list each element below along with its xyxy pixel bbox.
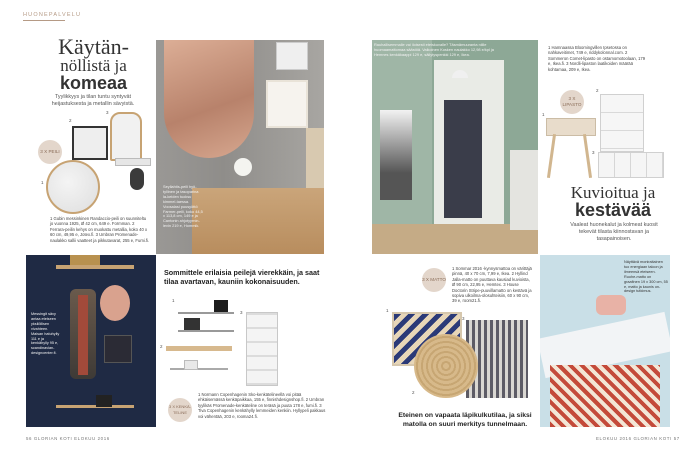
coats bbox=[380, 110, 412, 200]
headline bbox=[36, 36, 151, 93]
hat bbox=[130, 168, 144, 190]
hallway-caption: Rauhallisemmalle vai iloisesti eteiskuvalle? Täsmämuuranta niille huomaamattomaa säästöä. Valkoinen Kosken naulakko 12,98 e/kpl ja Hemnes kenkäkaappi 129 e, säilytyspenkki 129 e, Ikea. bbox=[374, 42, 494, 57]
section-label: HUONEPALVELU bbox=[23, 12, 82, 18]
intro-text: Tyylikkyys ja tilan tuntu syntyvät heijastuksesta ja metallin sävyistä. bbox=[51, 94, 135, 107]
round-mirror bbox=[46, 160, 100, 214]
rack-bottom bbox=[178, 330, 234, 332]
badge-peili: 3 X PEILI bbox=[38, 140, 62, 164]
headline-line-2: nöllistä ja bbox=[60, 56, 127, 75]
number-matto-1: 1 bbox=[386, 308, 389, 313]
wood-panel bbox=[306, 128, 324, 188]
rack-top bbox=[178, 312, 234, 314]
footer-right: ELOKUU 2016 GLORIAN KOTI 57 bbox=[596, 436, 680, 441]
number-kenka-1: 1 bbox=[172, 298, 175, 303]
coat-rack bbox=[115, 158, 151, 166]
number-1: 1 bbox=[41, 180, 44, 185]
bench-shelf bbox=[170, 368, 228, 370]
bag bbox=[104, 335, 132, 363]
sideboard bbox=[192, 188, 324, 254]
bench-top bbox=[166, 346, 232, 351]
number-kenka-2: 2 bbox=[160, 344, 163, 349]
right-headline-line-2: kestävää bbox=[574, 200, 652, 220]
number-2: 2 bbox=[69, 118, 72, 123]
number-matto-3: 3 bbox=[462, 316, 465, 321]
cabinet-right bbox=[510, 150, 538, 230]
badge-lipasto: 3 X LIPASTO bbox=[560, 90, 584, 114]
caption-lipastot: 1 Hamnaassa Bloomingvillen Ipsetossa on nahkaveitimet, 749 e, riddykolonnal.com. 2 Sommeron Comet-lipasto on ostamomotoolaan, 179 e, Ikea.fi. 3 Nordli-lipaston laatikoiden määrää kohtamaa, 209 e, Ikea. bbox=[548, 45, 646, 72]
dresser-leg-1 bbox=[547, 134, 556, 178]
shoes-bottom bbox=[184, 318, 200, 330]
frame-art bbox=[266, 80, 308, 128]
number-3: 3 bbox=[106, 110, 109, 115]
lamp bbox=[234, 158, 252, 176]
copper-mirror-shape bbox=[164, 40, 254, 158]
right-headline-line-1: Kuvioitua ja bbox=[570, 183, 656, 202]
number-lipasto-2: 2 bbox=[596, 88, 599, 93]
rug-red-pattern bbox=[550, 365, 660, 427]
photo-caption: Seyllahtis-peili hyö-tyllinen ja tasoparina la-keiden tuoksu kimmel-taessa. Voosalasi puusyöttö Farmer-peili, koko 44,5 x 113,8 cm, 149 e ja Cantonin ahjotyyrnin-levin 219 e, Hommik. bbox=[163, 184, 203, 229]
dresser-wood bbox=[546, 118, 594, 178]
caption-kenkatelineet: 1 Normann Copenhagenin Sko-kenkätelineellä voi pitää ehkäisemässä kenkäpaikkaa, 155 e, finnishdesignshop.fi. 2 Umbran tyylikäs Promenade-kenkäteline on teräsä ja puuta 178 e, fumi.fi. 3 Tiva Copenhagenin kenkähylly lemmeiden kenkiin. Hyllypeli pakkaus voi vähentää, 203 e, rooma24.fi. bbox=[198, 392, 326, 419]
dresser-white-tall bbox=[600, 94, 644, 152]
right-intro: Vaaleat huonekalut ja kolmeat kuosit tekevät tilasta kiinnostavan ja tasapainoisen. bbox=[570, 222, 658, 242]
badge-matto: 3 X MATTO bbox=[422, 268, 446, 292]
shoe-bench bbox=[166, 346, 232, 376]
shoes-pink bbox=[596, 295, 626, 315]
basket bbox=[70, 255, 100, 265]
bottom-headline: Eteinen on vapaata läpikulkutilaa, ja siksi matolla on suuri merkitys tunnelmaan. bbox=[398, 412, 532, 428]
hat-pink bbox=[100, 285, 130, 321]
dresser-leg-2 bbox=[583, 134, 592, 178]
headline-line-3: komeaa bbox=[59, 73, 128, 93]
dresser-white-low bbox=[598, 152, 664, 178]
shoes-black bbox=[214, 300, 228, 312]
rug-jute-round bbox=[414, 334, 478, 398]
boots bbox=[96, 395, 112, 407]
sub-headline: Sommittele erilaisia peilejä vierekkäin, ja saat tilaa avartavan, kauniin kokonaisuuden. bbox=[164, 268, 320, 286]
right-headline bbox=[554, 184, 672, 219]
headline-line-1: Käytän- bbox=[58, 34, 129, 59]
right-photo-caption: Näyttävä moniraitainen tuo energiaan taloon ja ilmeensä eteiseen. Ruohe-matto on graafinen 19 x 300 cm, 55 e, matto ja kaunis on-design tutkimus. bbox=[624, 260, 668, 294]
tall-mirror bbox=[110, 112, 142, 161]
number-matto-2: 2 bbox=[412, 390, 415, 395]
shoe-rack-1 bbox=[178, 300, 234, 336]
bench-shoes bbox=[184, 360, 198, 370]
footer-left: 56 GLORIAN KOTI ELOKUU 2016 bbox=[26, 436, 110, 441]
number-lipasto-1: 1 bbox=[542, 112, 545, 117]
number-kenka-3: 3 bbox=[240, 310, 243, 315]
number-lipasto-3: 3 bbox=[592, 150, 595, 155]
door-dark bbox=[444, 100, 482, 218]
shoe-tower bbox=[246, 312, 278, 386]
section-rule bbox=[23, 20, 65, 21]
shelf-bottom bbox=[56, 405, 134, 408]
badge-kenkateline: 3 X KENKÄ-TELINE bbox=[168, 398, 192, 422]
rect-mirror bbox=[72, 126, 108, 160]
caption-peilit: 1 Gubin messinkinen Randaccio-peili on suunniteltu jo vuonna 1925, Ø 42 cm, 649 e. Formman. 2 Ferrara-peilin kehys on muokattu metallia, koko 40 x 60 cm, 49,95 e, Jotex.fi. 3 Umbran Promenade-naulakko sallii vaatteet ja pikkutavarat, 255 e, Fumi.fi. bbox=[50, 216, 150, 243]
photo-hallway bbox=[372, 40, 538, 254]
scarf bbox=[78, 295, 88, 375]
dark-photo-caption: Messingit sävy antaa eteiseen yksilöllisen vivahteen. Maisan hatuhylly 111 e ja kenkähylly 95 e, scandinavian-designcenter.fi. bbox=[31, 312, 60, 356]
frame-small bbox=[276, 42, 308, 70]
shelf-top bbox=[56, 265, 134, 269]
caption-matot: 1 Sommar 2016 -kynnysmattoa on värittäjä pinnä, 40 x 70 cm, 7,99 e, Ikea. 2 Hyllind Jalla-matto on puuttava kausiad kuvioista, Ø 90 cm, 22,95 e, Hemtex. 3 House Doctorin Stripe-puuvillamatto on kestävä ja sopiva ulkoilma-olosuhteisiin, 60 x 90 cm, 39 e, room21.fi. bbox=[452, 266, 532, 304]
